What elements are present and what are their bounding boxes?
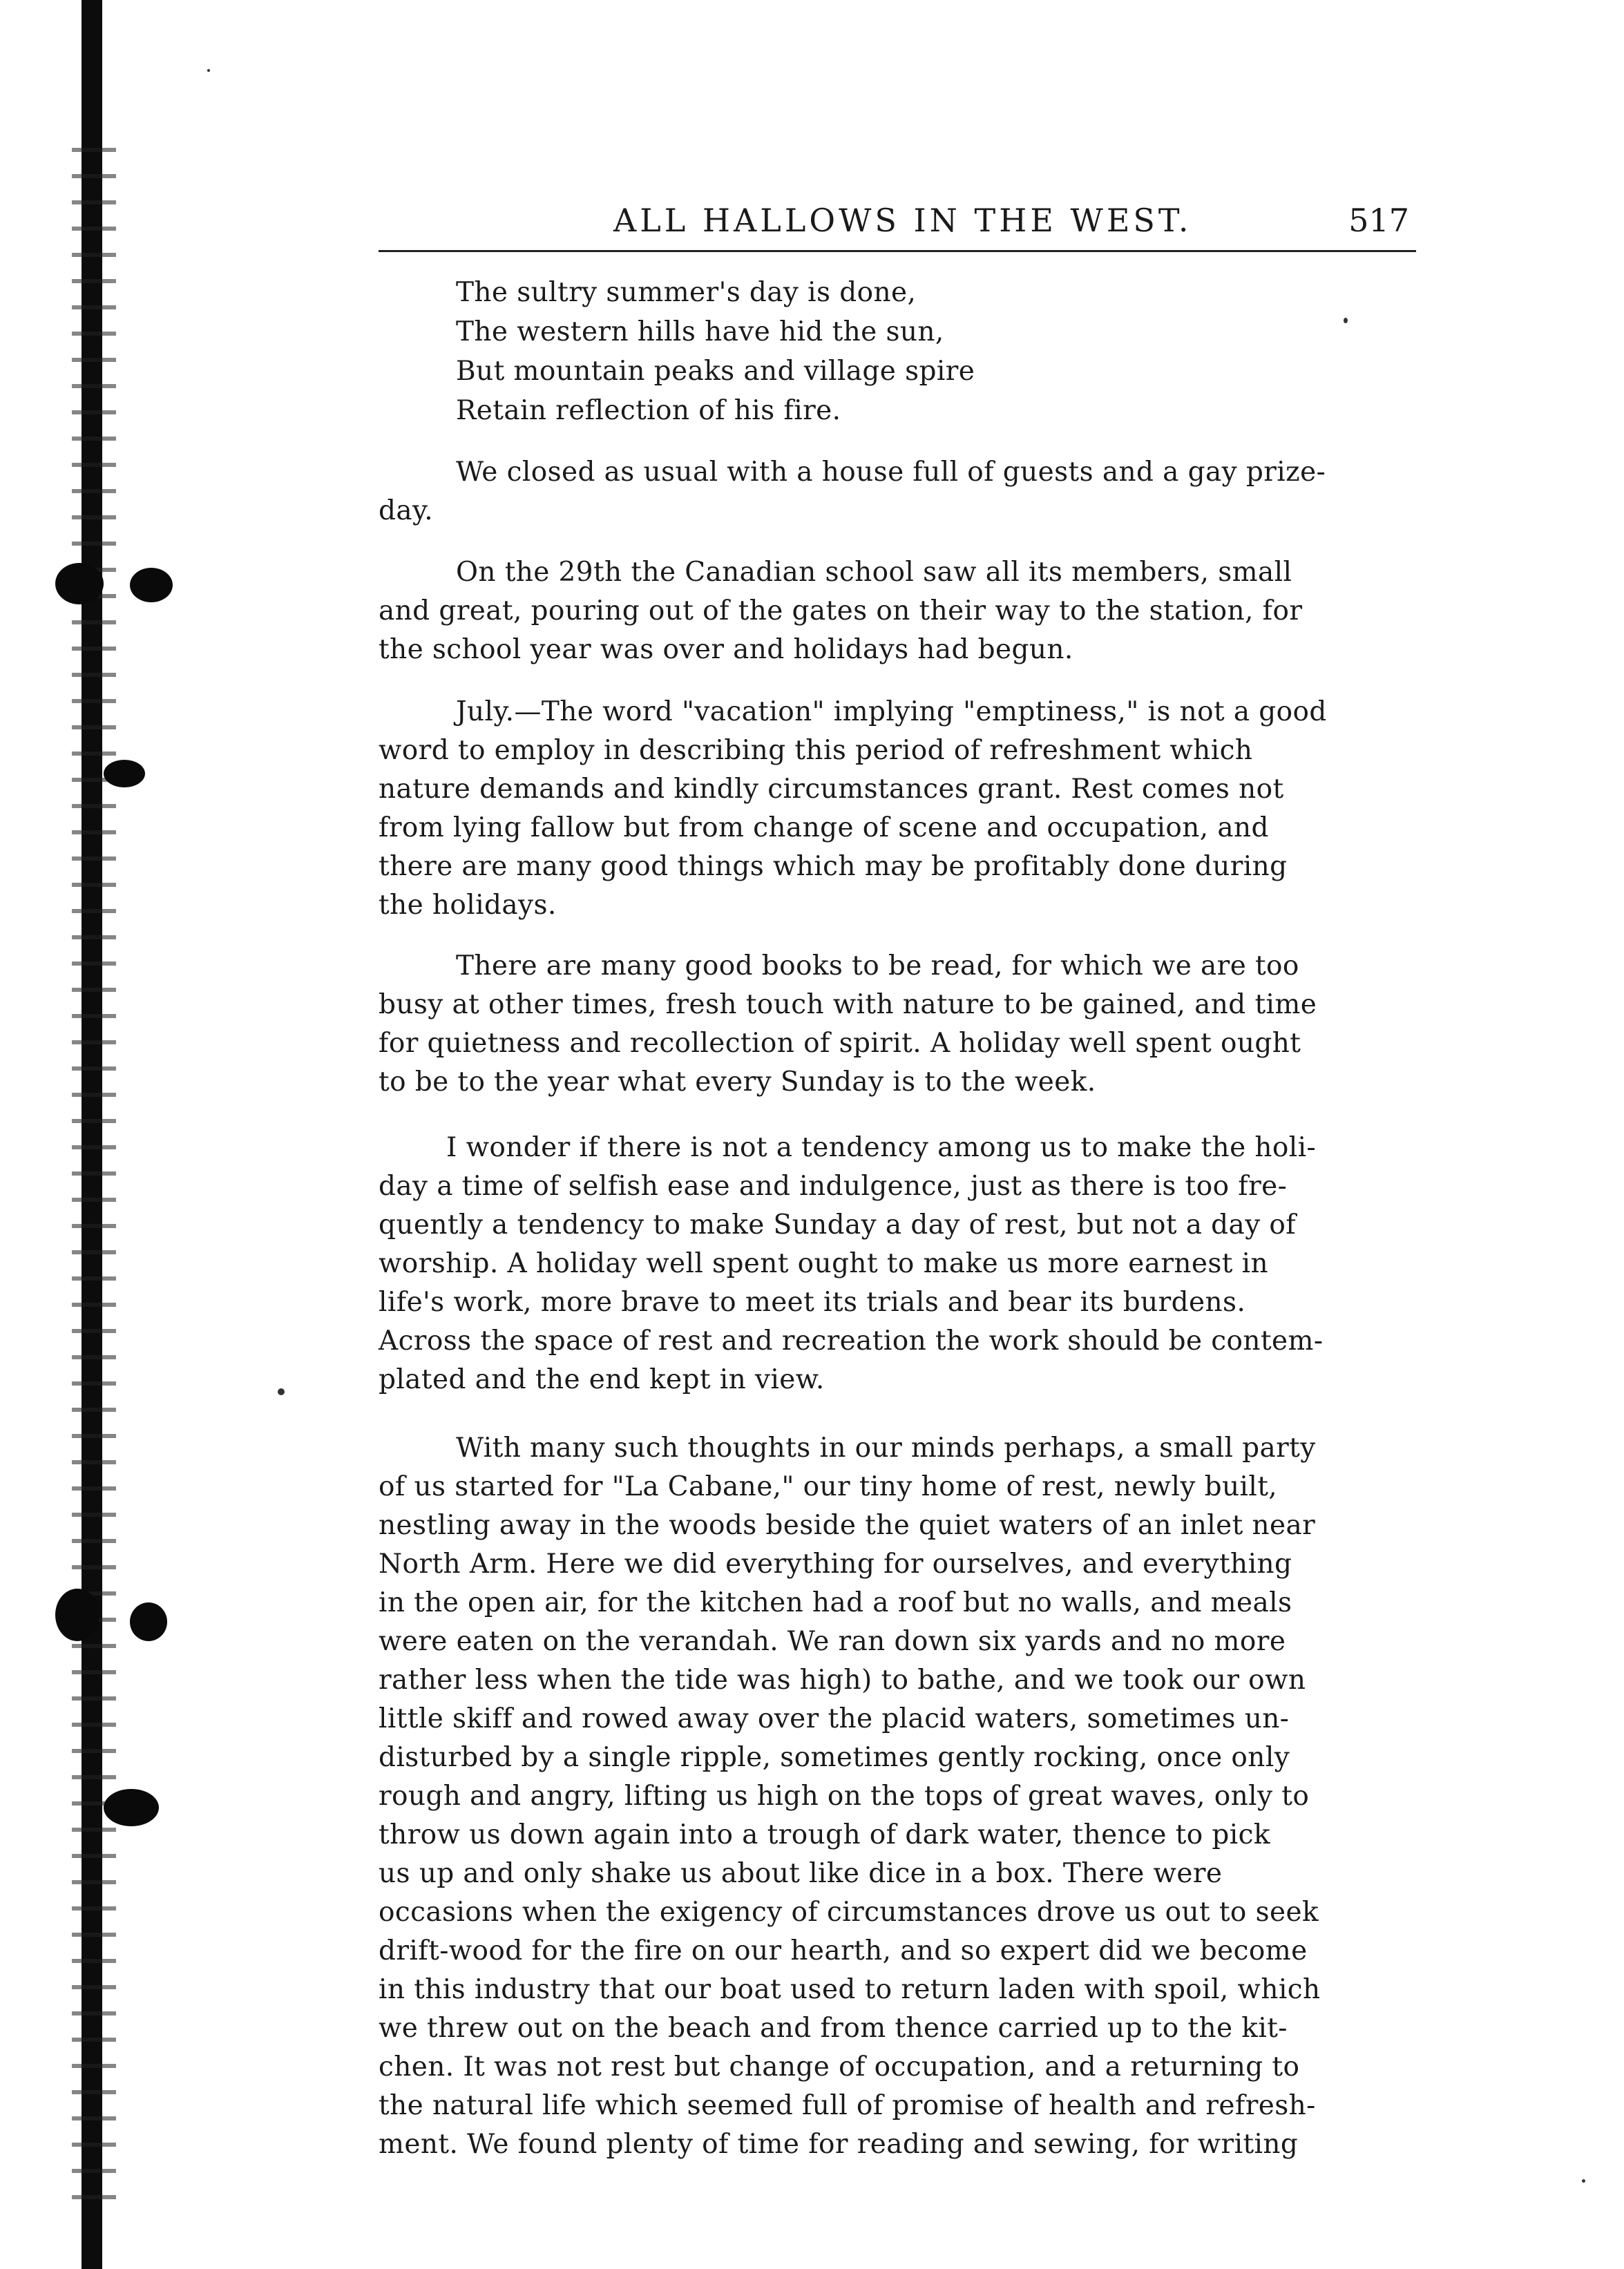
paragraph-line: for quietness and recollection of spirit. A holiday well spent ought bbox=[379, 1028, 1301, 1059]
paragraph-line: to be to the year what every Sunday is to the week. bbox=[379, 1066, 1096, 1098]
ink-blot bbox=[104, 1789, 159, 1826]
paragraph-line: we threw out on the beach and from thence carried up to the kit- bbox=[379, 2013, 1288, 2044]
paragraph-line: We closed as usual with a house full of guests and a gay prize- bbox=[456, 457, 1326, 488]
paragraph-line: plated and the end kept in view. bbox=[379, 1364, 825, 1395]
paragraph-line: quently a tendency to make Sunday a day of rest, but not a day of bbox=[379, 1209, 1297, 1241]
paragraph-line: nature demands and kindly circumstances grant. Rest comes not bbox=[379, 774, 1284, 805]
paragraph-line: I wonder if there is not a tendency among us to make the holi- bbox=[446, 1132, 1317, 1163]
paragraph-line: day. bbox=[379, 495, 434, 526]
page-number: 517 bbox=[1348, 202, 1409, 239]
poem-line: Retain reflection of his fire. bbox=[456, 395, 841, 426]
paragraph-line: disturbed by a single ripple, sometimes gently rocking, once only bbox=[379, 1742, 1290, 1773]
poem-line: But mountain peaks and village spire bbox=[456, 356, 975, 387]
paragraph-line: little skiff and rowed away over the placid waters, sometimes un- bbox=[379, 1703, 1290, 1734]
paragraph-line: drift-wood for the fire on our hearth, and so expert did we become bbox=[379, 1935, 1308, 1966]
running-head: ALL HALLOWS IN THE WEST. bbox=[613, 202, 1192, 239]
paragraph-line: There are many good books to be read, for which we are too bbox=[456, 950, 1299, 982]
ink-blot bbox=[55, 563, 104, 604]
paragraph-line: July.—The word "vacation" implying "emptiness," is not a good bbox=[456, 696, 1327, 727]
ink-blot bbox=[130, 1602, 167, 1641]
scan-speck bbox=[1582, 2179, 1585, 2183]
paragraph-line: were eaten on the verandah. We ran down six yards and no more bbox=[379, 1626, 1286, 1657]
paragraph-line: North Arm. Here we did everything for ourselves, and everything bbox=[379, 1549, 1292, 1580]
poem-line: The sultry summer's day is done, bbox=[456, 277, 917, 308]
paragraph-line: busy at other times, fresh touch with nature to be gained, and time bbox=[379, 989, 1317, 1020]
poem-line: The western hills have hid the sun, bbox=[456, 316, 944, 347]
paragraph-line: the school year was over and holidays had begun. bbox=[379, 634, 1073, 665]
paragraph-line: us up and only shake us about like dice in a box. There were bbox=[379, 1858, 1223, 1889]
ink-blot bbox=[104, 760, 145, 787]
paragraph-line: the natural life which seemed full of promise of health and refresh- bbox=[379, 2090, 1316, 2121]
paragraph-line: Across the space of rest and recreation the work should be contem- bbox=[379, 1325, 1324, 1357]
paragraph-line: rather less when the tide was high) to bathe, and we took our own bbox=[379, 1665, 1306, 1696]
ink-blot bbox=[130, 568, 173, 602]
paragraph-line: nestling away in the woods beside the quiet waters of an inlet near bbox=[379, 1510, 1316, 1541]
ink-blot bbox=[55, 1589, 99, 1641]
paragraph-line: and great, pouring out of the gates on their way to the station, for bbox=[379, 595, 1303, 626]
paragraph-line: On the 29th the Canadian school saw all its members, small bbox=[456, 557, 1292, 588]
paragraph-line: of us started for "La Cabane," our tiny home of rest, newly built, bbox=[379, 1471, 1278, 1502]
scan-speck bbox=[207, 69, 210, 72]
paragraph-line: occasions when the exigency of circumstances drove us out to seek bbox=[379, 1897, 1319, 1928]
paragraph-line: rough and angry, lifting us high on the tops of great waves, only to bbox=[379, 1781, 1310, 1812]
paragraph-line: day a time of selfish ease and indulgence, just as there is too fre- bbox=[379, 1171, 1288, 1202]
paragraph-line: With many such thoughts in our minds perhaps, a small party bbox=[456, 1433, 1316, 1464]
scan-speck bbox=[278, 1388, 285, 1395]
paragraph-line: in the open air, for the kitchen had a roof but no walls, and meals bbox=[379, 1587, 1292, 1618]
paragraph-line: from lying fallow but from change of scene and occupation, and bbox=[379, 812, 1269, 843]
paragraph-line: the holidays. bbox=[379, 890, 557, 921]
paragraph-line: chen. It was not rest but change of occupation, and a returning to bbox=[379, 2051, 1300, 2083]
body-text bbox=[379, 0, 1442, 2269]
paragraph-line: in this industry that our boat used to return laden with spoil, which bbox=[379, 1974, 1321, 2005]
paragraph-line: there are many good things which may be profitably done during bbox=[379, 851, 1288, 882]
binding-fray bbox=[72, 138, 116, 2210]
paragraph-line: life's work, more brave to meet its trials and bear its burdens. bbox=[379, 1287, 1246, 1318]
paragraph-line: word to employ in describing this period of refreshment which bbox=[379, 735, 1253, 766]
paragraph-line: throw us down again into a trough of dark water, thence to pick bbox=[379, 1819, 1270, 1850]
paragraph-line: ment. We found plenty of time for reading and sewing, for writing bbox=[379, 2129, 1299, 2160]
paragraph-line: worship. A holiday well spent ought to make us more earnest in bbox=[379, 1248, 1269, 1279]
